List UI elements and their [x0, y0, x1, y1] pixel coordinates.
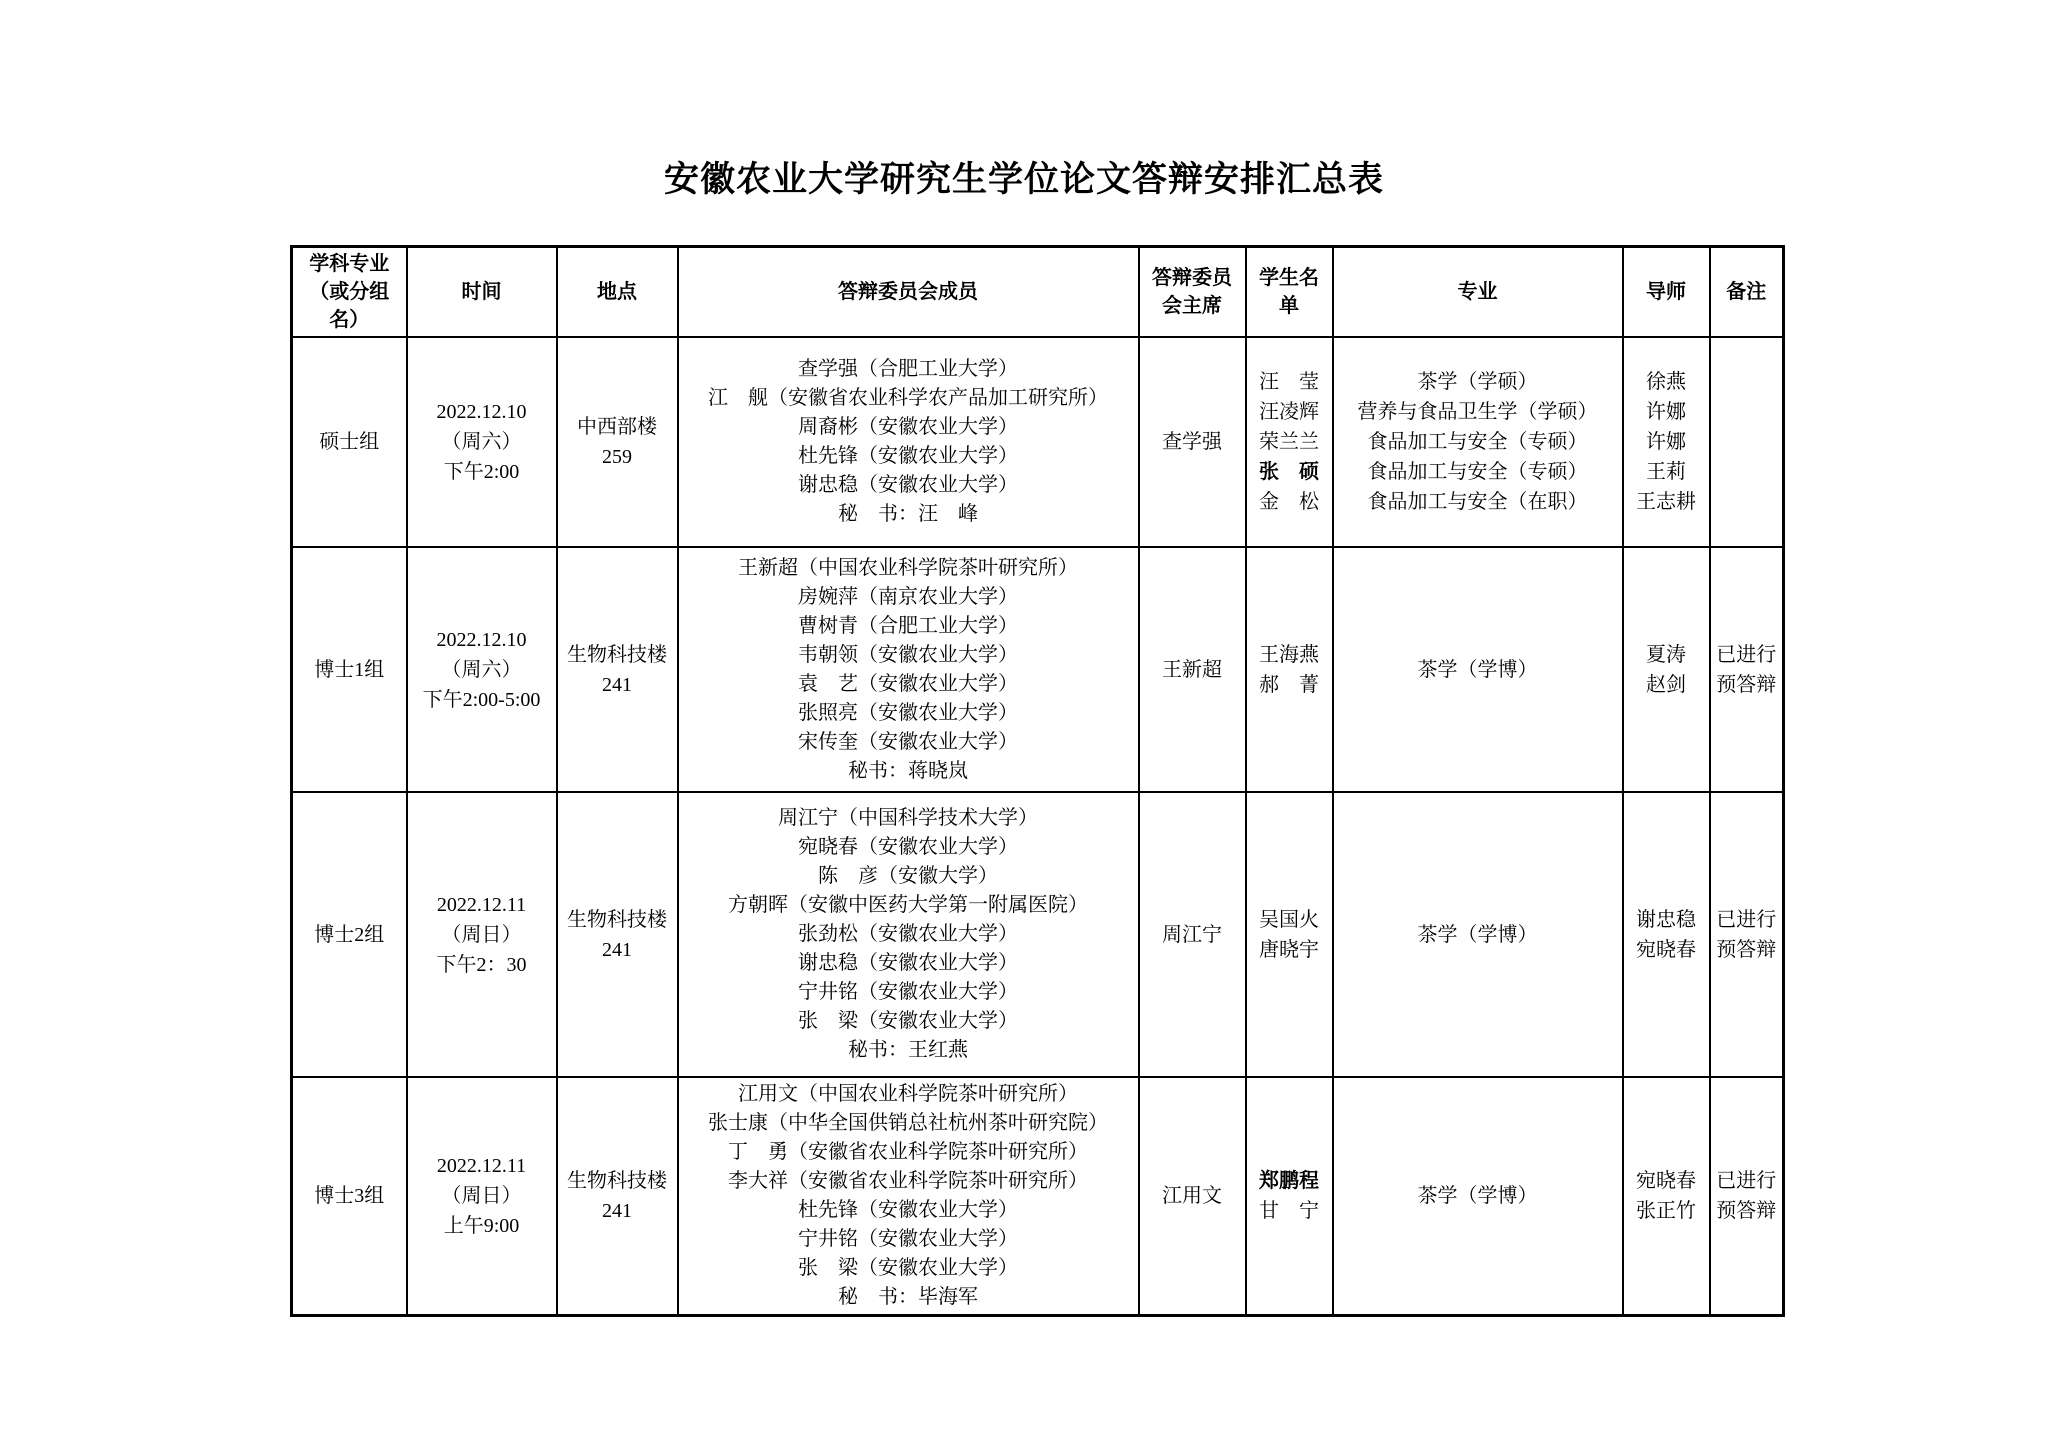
cell-line: 夏涛: [1646, 643, 1686, 666]
cell-line: 杜先锋（安徽农业大学）: [798, 445, 1018, 467]
cell-line: 郑鹏程: [1259, 1170, 1319, 1192]
cell-line: 许娜: [1646, 431, 1686, 453]
location-cell: [557, 547, 678, 792]
cell-line: （周日）: [441, 923, 522, 946]
cell-line: 秘 书：毕海军: [838, 1286, 978, 1308]
header-major: 专业: [1333, 247, 1623, 338]
cell-line: 金 松: [1259, 491, 1319, 513]
cell-line: 江用文（中国农业科学院茶叶研究所）: [738, 1083, 1078, 1105]
time-cell: [407, 337, 557, 547]
cell-line: （周六）: [441, 658, 522, 681]
cell-line: 唐晓宇: [1259, 938, 1319, 961]
cell-line: 丁 勇（安徽省农业科学院茶叶研究所）: [728, 1141, 1088, 1163]
cell-line: 谢忠稳（安徽农业大学）: [798, 952, 1018, 974]
cell-line: 2022.12.11: [436, 893, 527, 916]
cell-line: 茶学（学博）: [1417, 1185, 1538, 1207]
cell-line: 茶学（学博）: [1417, 923, 1538, 946]
committee-chair-cell: 查学强: [1139, 337, 1246, 547]
remarks-cell: [1710, 1077, 1784, 1316]
cell-line: 生物科技楼: [567, 1170, 667, 1192]
cell-line: 周江宁（中国科学技术大学）: [778, 807, 1038, 829]
advisor-cell: [1623, 547, 1710, 792]
cell-line: 韦朝领（安徽农业大学）: [798, 643, 1018, 666]
committee-chair-cell: 王新超: [1139, 547, 1246, 792]
cell-line: 241: [602, 673, 632, 696]
cell-line: 周裔彬（安徽农业大学）: [798, 416, 1018, 438]
committee-members-cell: [678, 1077, 1139, 1316]
cell-line: 许娜: [1646, 401, 1686, 423]
header-time: 时间: [407, 247, 557, 338]
cell-line: 甘 宁: [1259, 1200, 1319, 1222]
cell-line: 2022.12.11: [436, 1155, 527, 1177]
student-list-cell: [1246, 1077, 1333, 1316]
group-cell: 博士2组: [292, 792, 407, 1077]
cell-line: 已进行: [1716, 1170, 1777, 1192]
cell-line: 张士康（中华全国供销总社杭州茶叶研究院）: [708, 1112, 1108, 1134]
cell-line: （周日）: [441, 1185, 522, 1207]
remarks-cell: [1710, 547, 1784, 792]
cell-line: 赵剑: [1646, 673, 1686, 696]
cell-line: 已进行: [1716, 643, 1777, 666]
cell-line: 张劲松（安徽农业大学）: [798, 923, 1018, 945]
group-cell: 博士3组: [292, 1077, 407, 1316]
cell-line: 李大祥（安徽省农业科学院茶叶研究所）: [728, 1170, 1088, 1192]
cell-line: 预答辩: [1716, 673, 1777, 696]
cell-line: 已进行: [1716, 908, 1777, 931]
cell-line: 张照亮（安徽农业大学）: [798, 701, 1018, 724]
cell-line: 宛晓春（安徽农业大学）: [798, 836, 1018, 858]
cell-line: 秘书：蒋晓岚: [848, 759, 968, 782]
major-cell: [1333, 547, 1623, 792]
cell-line: 袁 艺（安徽农业大学）: [798, 672, 1018, 695]
student-list-cell: [1246, 792, 1333, 1077]
cell-line: 营养与食品卫生学（学硕）: [1357, 401, 1598, 423]
student-list-cell: [1246, 337, 1333, 547]
cell-line: 宛晓春: [1636, 1170, 1696, 1192]
header-discipline-group: 学科专业（或分组名）: [292, 247, 407, 338]
header-student-list: 学生名单: [1246, 247, 1333, 338]
cell-line: 张正竹: [1636, 1200, 1696, 1222]
cell-line: 下午2:00: [443, 461, 520, 483]
location-cell: [557, 1077, 678, 1316]
schedule-row: [292, 792, 1784, 1077]
cell-line: 宛晓春: [1636, 938, 1696, 961]
cell-line: 241: [602, 938, 632, 961]
schedule-row: [292, 1077, 1784, 1316]
cell-line: 王新超（中国农业科学院茶叶研究所）: [738, 556, 1078, 579]
cell-line: 吴国火: [1259, 908, 1319, 931]
cell-line: 中西部楼: [577, 416, 657, 438]
cell-line: 曹树青（合肥工业大学）: [798, 614, 1018, 637]
location-cell: [557, 792, 678, 1077]
advisor-cell: [1623, 792, 1710, 1077]
header-committee-chair: 答辩委员会主席: [1139, 247, 1246, 338]
time-cell: [407, 547, 557, 792]
time-cell: [407, 1077, 557, 1316]
cell-line: 宁井铭（安徽农业大学）: [798, 981, 1018, 1003]
student-list-cell: [1246, 547, 1333, 792]
header-row: [292, 247, 1784, 338]
cell-line: 张 硕: [1259, 461, 1319, 483]
cell-line: 食品加工与安全（专硕）: [1367, 431, 1588, 453]
header-location: 地点: [557, 247, 678, 338]
header-committee-members: 答辩委员会成员: [678, 247, 1139, 338]
schedule-row: [292, 337, 1784, 547]
group-cell: 硕士组: [292, 337, 407, 547]
cell-line: 预答辩: [1716, 938, 1777, 961]
cell-line: 谢忠稳（安徽农业大学）: [798, 474, 1018, 496]
cell-line: 茶学（学硕）: [1417, 371, 1538, 393]
cell-line: 食品加工与安全（在职）: [1367, 491, 1588, 513]
cell-line: 下午2：30: [436, 953, 527, 976]
cell-line: 汪凌辉: [1259, 401, 1319, 423]
cell-line: 房婉萍（南京农业大学）: [798, 585, 1018, 608]
committee-members-cell: [678, 547, 1139, 792]
cell-line: 陈 彦（安徽大学）: [818, 865, 998, 887]
location-cell: [557, 337, 678, 547]
cell-line: 241: [602, 1200, 632, 1222]
cell-line: 汪 莹: [1259, 371, 1319, 393]
cell-line: 秘书：王红燕: [848, 1039, 968, 1061]
cell-line: 江 舰（安徽省农业科学农产品加工研究所）: [708, 387, 1108, 409]
cell-line: 食品加工与安全（专硕）: [1367, 461, 1588, 483]
advisor-cell: [1623, 337, 1710, 547]
cell-line: 生物科技楼: [567, 643, 667, 666]
cell-line: 王海燕: [1259, 643, 1319, 666]
schedule-row: [292, 547, 1784, 792]
time-cell: [407, 792, 557, 1077]
defense-schedule-table: [290, 245, 1785, 1317]
cell-line: 王志耕: [1636, 491, 1696, 513]
cell-line: 杜先锋（安徽农业大学）: [798, 1199, 1018, 1221]
cell-line: 宋传奎（安徽农业大学）: [798, 730, 1018, 753]
cell-line: 2022.12.10: [436, 628, 527, 651]
cell-line: 259: [602, 446, 632, 468]
major-cell: [1333, 792, 1623, 1077]
cell-line: （周六）: [441, 431, 522, 453]
committee-members-cell: [678, 337, 1139, 547]
major-cell: [1333, 1077, 1623, 1316]
cell-line: 张 梁（安徽农业大学）: [798, 1257, 1018, 1279]
cell-line: 谢忠稳: [1636, 908, 1696, 931]
cell-line: 下午2:00-5:00: [422, 688, 541, 711]
committee-chair-cell: 江用文: [1139, 1077, 1246, 1316]
advisor-cell: [1623, 1077, 1710, 1316]
committee-chair-cell: 周江宁: [1139, 792, 1246, 1077]
cell-line: 方朝晖（安徽中医药大学第一附属医院）: [728, 894, 1088, 916]
cell-line: 上午9:00: [443, 1215, 520, 1237]
cell-line: 秘 书：汪 峰: [838, 503, 978, 525]
committee-members-cell: [678, 792, 1139, 1077]
remarks-cell: [1710, 337, 1784, 547]
header-advisor: 导师: [1623, 247, 1710, 338]
cell-line: 王莉: [1646, 461, 1686, 483]
group-cell: 博士1组: [292, 547, 407, 792]
cell-line: 茶学（学博）: [1417, 658, 1538, 681]
cell-line: 查学强（合肥工业大学）: [798, 358, 1018, 380]
major-cell: [1333, 337, 1623, 547]
cell-line: 宁井铭（安徽农业大学）: [798, 1228, 1018, 1250]
cell-line: 荣兰兰: [1259, 431, 1319, 453]
header-remarks: 备注: [1710, 247, 1784, 338]
page-title: 安徽农业大学研究生学位论文答辩安排汇总表: [663, 160, 1384, 199]
cell-line: 徐燕: [1646, 371, 1686, 393]
cell-line: 2022.12.10: [436, 401, 527, 423]
cell-line: 张 梁（安徽农业大学）: [798, 1010, 1018, 1032]
cell-line: 生物科技楼: [567, 908, 667, 931]
cell-line: 预答辩: [1716, 1200, 1777, 1222]
schedule-table-body: [292, 337, 1784, 1316]
cell-line: 郝 菁: [1259, 673, 1319, 696]
remarks-cell: [1710, 792, 1784, 1077]
